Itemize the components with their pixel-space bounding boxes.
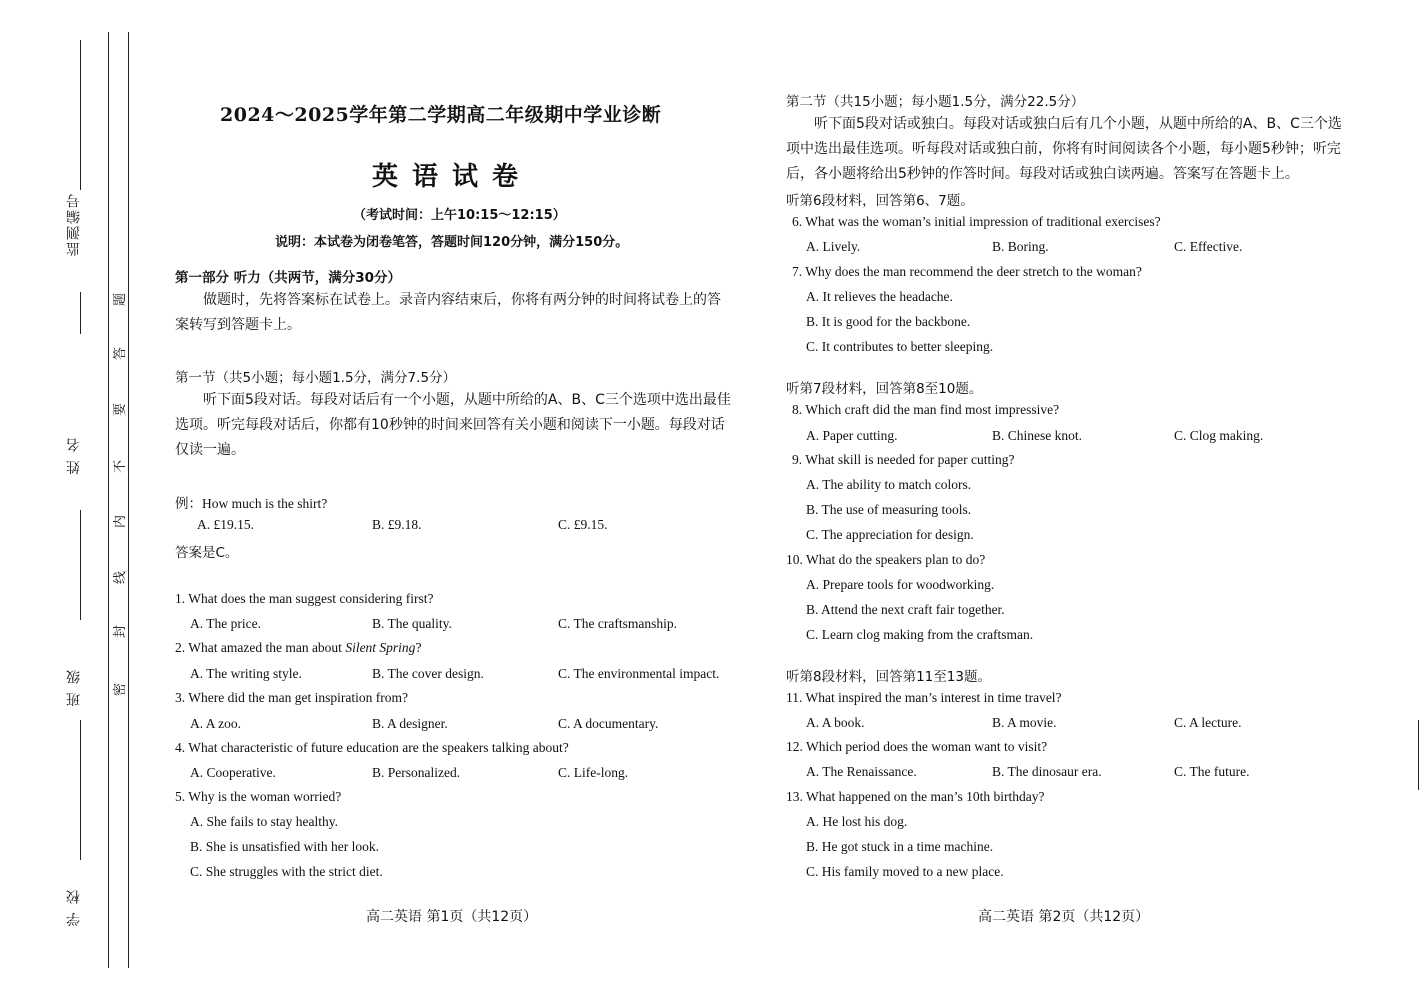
q8-option-c: C. Clog making. <box>1174 428 1264 443</box>
page-2-footer: 高二英语 第2页（共12页） <box>978 909 1150 925</box>
question-7: 7. Why does the man recommend the deer stretch to the woman? <box>792 264 1142 279</box>
seal-char-7: 答 <box>113 346 129 361</box>
q13-option-b: B. He got stuck in a time machine. <box>806 839 994 854</box>
q12-option-a: A. The Renaissance. <box>806 764 917 779</box>
q3-option-c: C. A documentary. <box>558 716 659 731</box>
question-13: 13. What happened on the man’s 10th birthday? <box>786 789 1045 804</box>
example-option-a: A. £19.15. <box>197 517 254 532</box>
q12-option-b: B. The dinosaur era. <box>992 764 1102 779</box>
question-4: 4. What characteristic of future education are the speakers talking about? <box>175 740 569 755</box>
q9-option-c: C. The appreciation for design. <box>806 527 974 542</box>
question-12: 12. Which period does the woman want to visit? <box>786 739 1048 754</box>
exam-number-label: 监测编号 <box>66 192 82 256</box>
question-9: 9. What skill is needed for paper cutting? <box>792 452 1015 467</box>
class-blank <box>80 720 81 860</box>
seal-char-1: 密 <box>113 682 129 697</box>
q5-option-b: B. She is unsatisfied with her look. <box>190 839 379 854</box>
q10-option-a: A. Prepare tools for woodworking. <box>806 577 995 592</box>
question-8: 8. Which craft did the man find most impressive? <box>792 402 1060 417</box>
seal-char-4: 内 <box>113 514 129 529</box>
part1-heading: 第一部分 听力（共两节，满分30分） <box>175 270 401 286</box>
section1-heading: 第一节（共5小题；每小题1.5分，满分7.5分） <box>175 370 457 386</box>
question-10: 10. What do the speakers plan to do? <box>786 552 986 567</box>
q5-option-c: C. She struggles with the strict diet. <box>190 864 383 879</box>
q9-option-a: A. The ability to match colors. <box>806 477 972 492</box>
q6-option-c: C. Effective. <box>1174 239 1243 254</box>
q9-option-b: B. The use of measuring tools. <box>806 502 972 517</box>
q6-option-a: A. Lively. <box>806 239 861 254</box>
q1-option-a: A. The price. <box>190 616 261 631</box>
question-5: 5. Why is the woman worried? <box>175 789 342 804</box>
question-2-book-title: Silent Spring <box>345 640 416 655</box>
q11-option-a: A. A book. <box>806 715 865 730</box>
exam-title: 2024～2025学年第二学期高二年级期中学业诊断 <box>220 104 662 126</box>
question-2-text: 2. What amazed the man about <box>175 640 346 655</box>
question-2-end: ? <box>415 640 422 655</box>
q2-option-c: C. The environmental impact. <box>558 666 720 681</box>
example-answer: 答案是C。 <box>175 545 239 561</box>
q3-option-a: A. A zoo. <box>190 716 242 731</box>
q7-option-b: B. It is good for the backbone. <box>806 314 971 329</box>
q13-option-c: C. His family moved to a new place. <box>806 864 1004 879</box>
example-question: 例：How much is the shirt? <box>175 496 328 511</box>
margin-border-outer <box>108 32 109 968</box>
example-option-b: B. £9.18. <box>372 517 422 532</box>
part1-instructions: 做题时，先将答案标在试卷上。录音内容结束后，你将有两分钟的时间将试卷上的答案转写到答题卡上。 <box>175 292 721 333</box>
exam-time: （考试时间：上午10:15～12:15） <box>353 208 566 223</box>
q7-option-c: C. It contributes to better sleeping. <box>806 339 994 354</box>
q7-option-a: A. It relieves the headache. <box>806 289 953 304</box>
question-2 <box>175 640 421 656</box>
q1-option-c: C. The craftsmanship. <box>558 616 677 631</box>
subject-title: 英语试卷 <box>372 162 533 192</box>
seal-char-3: 线 <box>113 570 129 585</box>
name-label: 姓 名 <box>66 436 82 475</box>
q4-option-b: B. Personalized. <box>372 765 461 780</box>
q8-option-a: A. Paper cutting. <box>806 428 898 443</box>
group-7-label: 听第7段材料，回答第8至10题。 <box>786 381 983 397</box>
question-1: 1. What does the man suggest considering first? <box>175 591 434 606</box>
q10-option-c: C. Learn clog making from the craftsman. <box>806 627 1034 642</box>
q4-option-a: A. Cooperative. <box>190 765 276 780</box>
question-6: 6. What was the woman’s initial impression of traditional exercises? <box>792 214 1161 229</box>
seal-char-5: 不 <box>113 459 129 474</box>
exam-note: 说明：本试卷为闭卷笔答，答题时间120分钟，满分150分。 <box>275 235 629 250</box>
q11-option-b: B. A movie. <box>992 715 1057 730</box>
q5-option-a: A. She fails to stay healthy. <box>190 814 338 829</box>
q11-option-c: C. A lecture. <box>1174 715 1242 730</box>
q2-option-b: B. The cover design. <box>372 666 484 681</box>
page-1-footer: 高二英语 第1页（共12页） <box>366 909 538 925</box>
q10-option-b: B. Attend the next craft fair together. <box>806 602 1005 617</box>
group-6-label: 听第6段材料，回答第6、7题。 <box>786 193 974 209</box>
section1-instructions: 听下面5段对话。每段对话后有一个小题，从题中所给的A、B、C三个选项中选出最佳选项。听完每段对话后，你都有10秒钟的时间来回答有关小题和阅读下一小题。每段对话仅读一遍。 <box>175 392 731 458</box>
q2-option-a: A. The writing style. <box>190 666 302 681</box>
q1-option-b: B. The quality. <box>372 616 452 631</box>
group-8-label: 听第8段材料，回答第11至13题。 <box>786 669 991 685</box>
question-11: 11. What inspired the man’s interest in time travel? <box>786 690 1062 705</box>
name-blank-top <box>80 292 81 334</box>
q6-option-b: B. Boring. <box>992 239 1049 254</box>
name-blank <box>80 510 81 620</box>
q12-option-c: C. The future. <box>1174 764 1250 779</box>
q4-option-c: C. Life-long. <box>558 765 629 780</box>
seal-char-2: 封 <box>113 624 129 639</box>
q8-option-b: B. Chinese knot. <box>992 428 1082 443</box>
q13-option-a: A. He lost his dog. <box>806 814 908 829</box>
section2-heading: 第二节（共15小题；每小题1.5分，满分22.5分） <box>786 94 1085 110</box>
seal-char-8: 题 <box>113 292 129 307</box>
question-3: 3. Where did the man get inspiration from? <box>175 690 408 705</box>
scan-edge-mark <box>1418 720 1419 790</box>
q3-option-b: B. A designer. <box>372 716 448 731</box>
exam-number-blank <box>80 40 81 190</box>
school-label: 学 校 <box>66 888 82 927</box>
class-label: 班 级 <box>66 668 82 707</box>
example-option-c: C. £9.15. <box>558 517 608 532</box>
margin-border-inner <box>128 32 129 968</box>
section2-instructions: 听下面5段对话或独白。每段对话或独白后有几个小题，从题中所给的A、B、C三个选项中选出最佳选项。听每段对话或独白前，你将有时间阅读各个小题，每小题5秒钟；听完后，各小题将给出5秒钟的作答时间。每段对话或独白读两遍。答案写在答题卡上。 <box>786 116 1342 182</box>
seal-char-6: 要 <box>113 402 129 417</box>
